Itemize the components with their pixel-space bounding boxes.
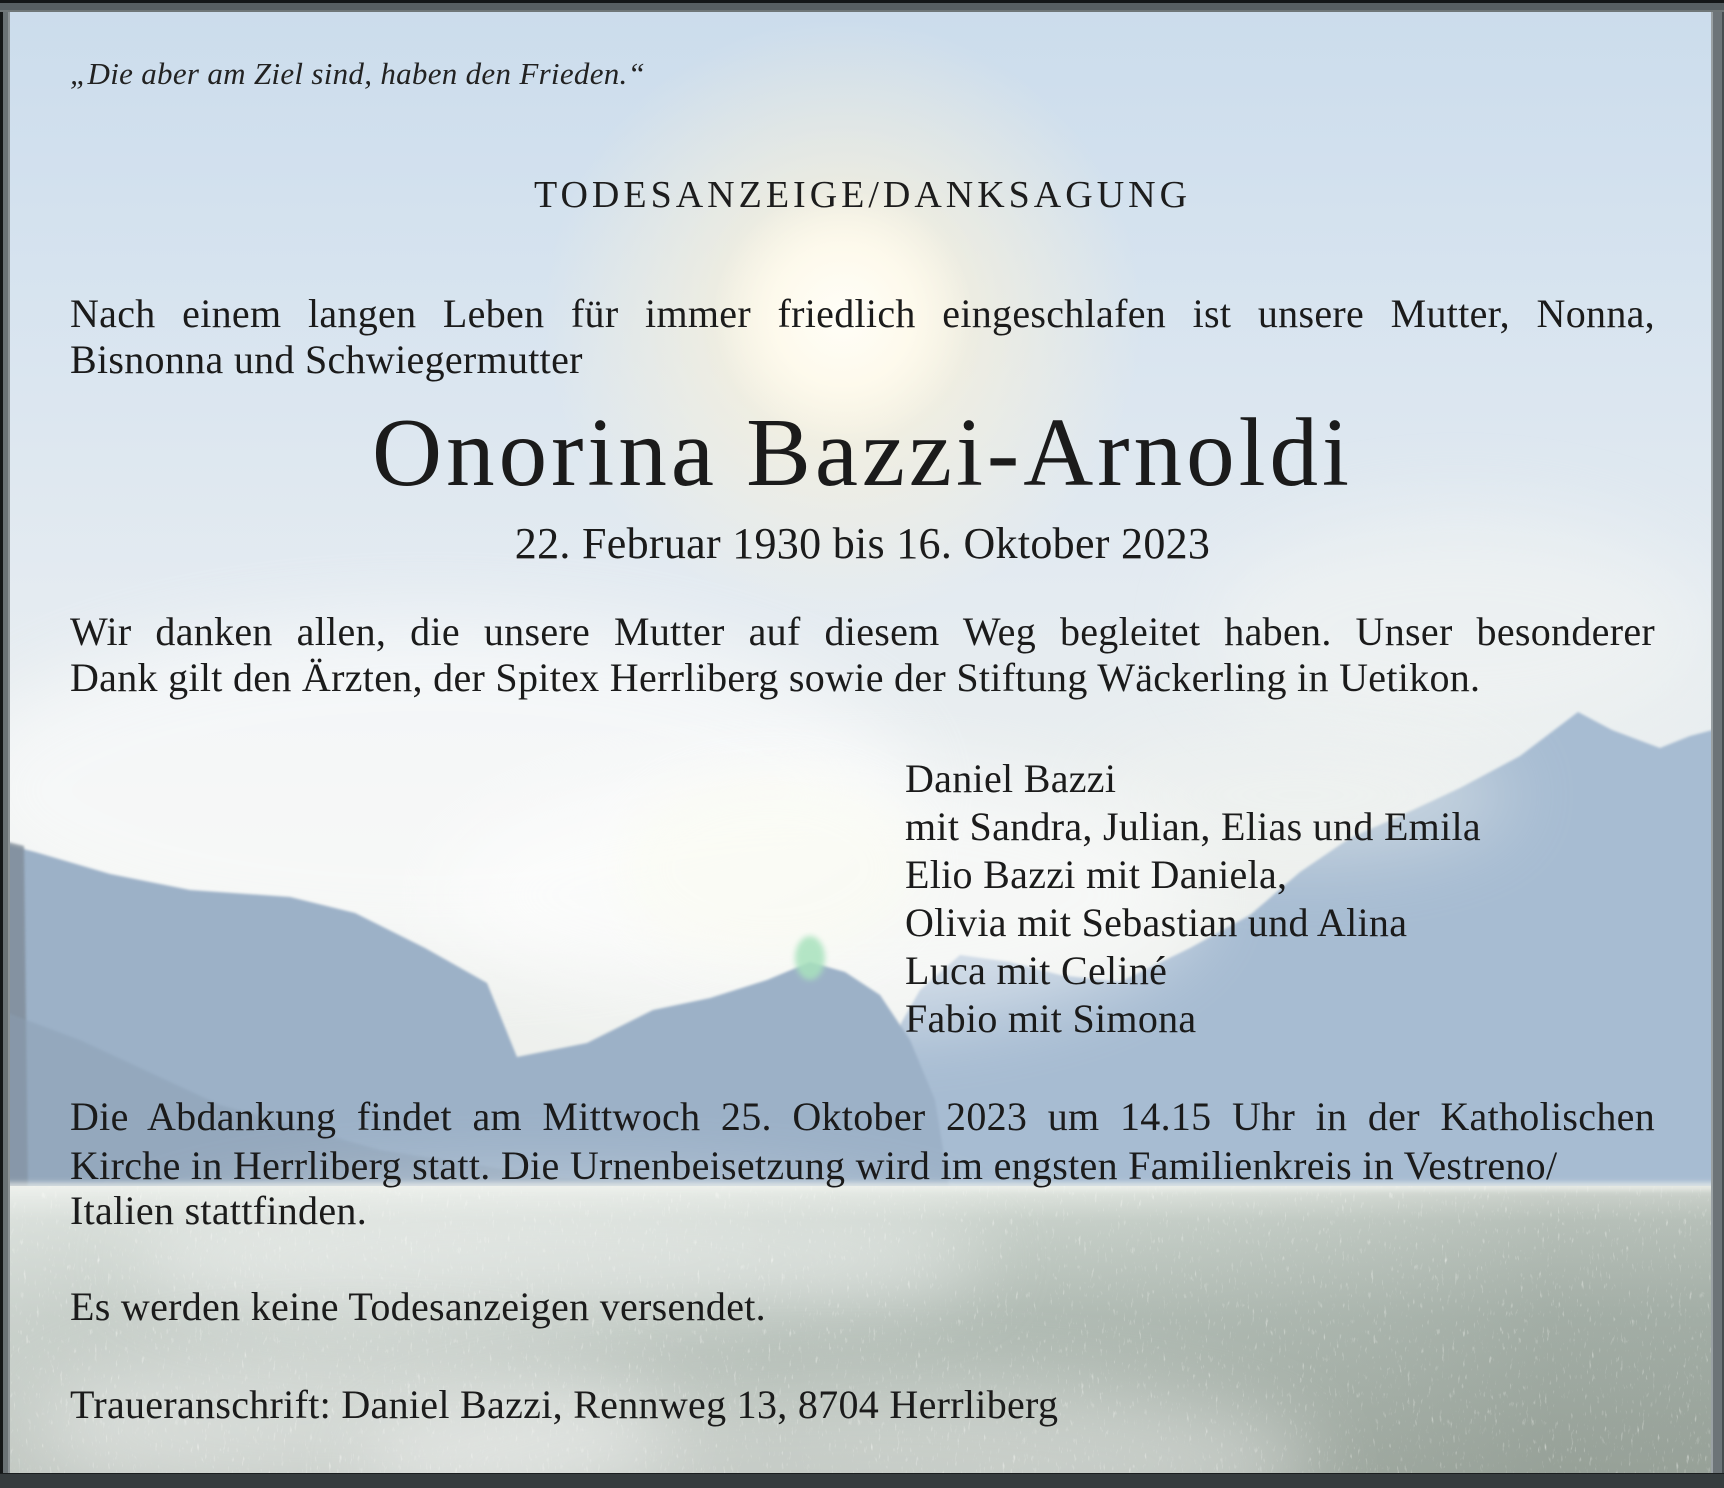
no-cards-note: Es werden keine Todesanzeigen versendet. — [70, 1284, 766, 1329]
funeral-line: Kirche in Herrliberg statt. Die Urnenbeisetzung wird im engsten Familienkreis in Vestreno/ — [70, 1143, 1558, 1188]
lens-flare — [795, 936, 825, 980]
mourner-line: Olivia mit Sebastian und Alina — [905, 900, 1408, 945]
photo-frame-top — [0, 0, 1724, 12]
funeral-line: Italien stattfinden. — [70, 1188, 368, 1233]
photo-frame-left — [0, 0, 10, 1488]
deceased-name: Onorina Bazzi-Arnoldi — [372, 399, 1353, 506]
mourner-line: Fabio mit Simona — [905, 996, 1197, 1041]
mourner-line: mit Sandra, Julian, Elias und Emila — [905, 804, 1481, 849]
intro-line: Bisnonna und Schwiegermutter — [70, 337, 583, 382]
photo-frame-bottom — [0, 1473, 1724, 1488]
mourner-line: Luca mit Celiné — [905, 948, 1168, 993]
mourner-line: Elio Bazzi mit Daniela, — [905, 852, 1288, 897]
thanks-line: Wir danken allen, die unsere Mutter auf diesem Weg begleitet haben. Unser besonderer — [70, 609, 1655, 654]
epigraph-quote: „Die aber am Ziel sind, haben den Frieden.“ — [70, 56, 646, 91]
notice-type-heading: TODESANZEIGE/DANKSAGUNG — [533, 174, 1192, 216]
funeral-line: Die Abdankung findet am Mittwoch 25. Oktober 2023 um 14.15 Uhr in der Katholischen — [70, 1094, 1655, 1139]
sun-reflection-glow — [620, 773, 920, 963]
thanks-line: Dank gilt den Ärzten, der Spitex Herrliberg sowie der Stiftung Wäckerling in Uetikon. — [70, 655, 1481, 700]
photo-frame-right — [1711, 0, 1724, 1488]
life-dates: 22. Februar 1930 bis 16. Oktober 2023 — [514, 519, 1211, 568]
mourner-line: Daniel Bazzi — [905, 756, 1117, 801]
mourning-address: Traueranschrift: Daniel Bazzi, Rennweg 13, 8704 Herrliberg — [70, 1382, 1059, 1427]
intro-line: Nach einem langen Leben für immer friedlich eingeschlafen ist unsere Mutter, Nonna, — [70, 291, 1655, 336]
